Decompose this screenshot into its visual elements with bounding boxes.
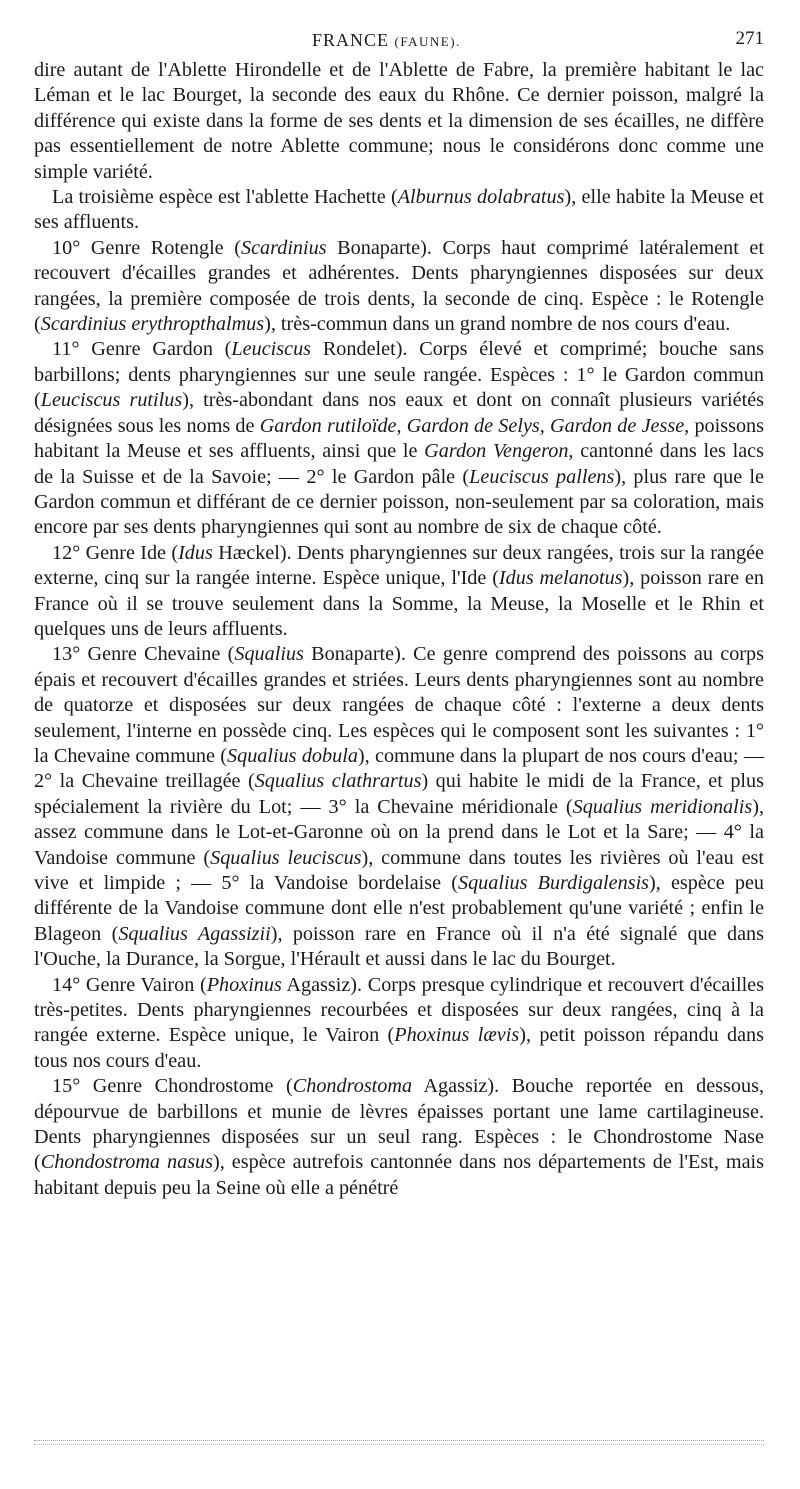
text-run: ), commune dans toutes les rivières où l'eau est vive et limpide ; — 5° la Vandoise bordelaise ( (34, 846, 764, 894)
latin-name: Idus (178, 541, 213, 564)
text-run: Agassiz). Corps presque cylindrique et recouvert d'écailles très-petites. Dents pharyngiennes recourbées et disposées sur deux rangées, cinq à la rangée externe. Espèce unique, le Vairon ( (34, 973, 764, 1047)
latin-name: Alburnus dolabratus (397, 186, 565, 209)
latin-name: Phoxinus (206, 973, 282, 996)
text-run: Bonaparte). Ce genre comprend des poissons au corps épais et recouvert d'écailles grandes et striées. Leurs dents pharyngiennes sont au nombre de quatorze et disposées sur deux rangées de chaque côté : l'externe a deux dents seulement, l'interne en possède cinq. Les espèces qui le composent sont les suivantes : 1° la Chevaine commune ( (34, 643, 764, 767)
text-run: Bonaparte). Corps haut comprimé latéralement et recouvert d'écailles grandes et adhérentes. Dents pharyngiennes disposées sur deux rangées, la première composée de trois dents, la seconde de cinq. Espèce : le Rotengle ( (34, 236, 765, 336)
text-run: cantonné dans les lacs de la Suisse et de la Savoie; — 2° le Gardon pâle ( (34, 440, 764, 488)
latin-name: Chondostroma nasus (40, 1151, 214, 1174)
text-run: ), commune dans la plupart de nos cours d'eau; — 2° la Chevaine treillagée ( (34, 744, 765, 793)
latin-name: Squalius dobula (227, 744, 358, 767)
text-run: ), plus rare que le Gardon commun et différant de ce dernier poisson, non-seulement par sa coloration, mais encore par ses dents pharyngiennes qui sont au nombre de six de chaque côté. (34, 465, 765, 539)
paragraph-continuation (34, 58, 764, 185)
text-run: Rondelet). Corps élevé et comprimé; bouche sans barbillons; dents pharyngiennes sur une seule rangée. Espèces : 1° le Gardon commun ( (34, 338, 765, 412)
text-run: ), assez commune dans le Lot-et-Garonne où on la prend dans le Lot et la Sare; — 4° la Vandoise commune ( (34, 795, 764, 869)
running-title (312, 30, 461, 51)
text-run: Hæckel). Dents pharyngiennes sur deux rangées, trois sur la rangée externe, cinq sur la rangée interne. Espèce unique, l'Ide ( (34, 541, 764, 590)
text-run: ), petit poisson répandu dans tous nos cours d'eau. (34, 1024, 764, 1072)
text-run: 12° Genre Ide ( (52, 541, 179, 564)
latin-name: Squalius Agassizii (118, 922, 271, 945)
text-run: poissons habitant la Meuse et ses affluents, ainsi que le (34, 414, 765, 463)
latin-name: Squalius clathrartus (254, 770, 422, 793)
text-run: 11° Genre Gardon ( (52, 338, 232, 361)
text-run: 10° Genre Rotengle ( (52, 236, 241, 259)
text-run: ), espèce autrefois cantonnée dans nos départements de l'Est, mais habitant depuis peu la Seine où elle a pénétré (34, 1151, 765, 1199)
paragraph-genre-chevaine (34, 642, 764, 972)
book-page (34, 26, 764, 1201)
latin-name: Squalius leuciscus (210, 846, 362, 869)
latin-name: Phoxinus lævis (394, 1024, 520, 1047)
text-run: 13° Genre Chevaine ( (52, 643, 235, 666)
page-number: 271 (735, 28, 764, 49)
latin-name: Chondrostoma (292, 1075, 413, 1098)
text-run: 14° Genre Vairon ( (52, 973, 207, 996)
text-run: ) qui habite le midi de la France, et plus spécialement la rivière du Lot; — 3° la Chevaine méridionale ( (34, 770, 764, 818)
text-run: dire autant de l'Ablette Hirondelle et de l'Ablette de Fabre, la première habitant le lac Léman et le lac Bourget, la seconde des eaux du Rhône. Ce dernier poisson, malgré la différence qui existe dans la forme de ses dents et la dimension de ses écailles, ne diffère pas essentiellement de notre Ablette commune; nous le considérons donc comme une simple variété. (34, 59, 764, 183)
paragraph-ablette-hachette (34, 185, 764, 236)
latin-name: Squalius Burdigalensis (457, 872, 650, 894)
text-run: ), espèce peu différente de la Vandoise commune dont elle n'est probablement qu'une variété ; enfin le Blageon ( (34, 872, 764, 945)
text-run: 15° Genre Chondrostome ( (52, 1075, 293, 1098)
latin-name: Gardon Vengeron, (424, 440, 574, 463)
running-title-main: FRANCE (312, 30, 390, 50)
text-run: La troisième espèce est l'ablette Hachette ( (52, 186, 398, 209)
paragraph-genre-rotengle (34, 236, 764, 338)
latin-name: Scardinius erythropthalmus (40, 313, 265, 336)
paragraph-genre-gardon (34, 337, 764, 540)
paragraph-genre-ide (34, 541, 764, 643)
latin-name: Squalius (234, 643, 304, 666)
paragraph-genre-vairon (34, 973, 764, 1075)
latin-name: Leuciscus rutilus (40, 389, 183, 412)
running-title-subtitle: (FAUNE). (394, 34, 461, 49)
paragraph-genre-chondrostome (34, 1074, 764, 1201)
text-run: ), poisson rare en France où il n'a été signalé que dans l'Ouche, la Durance, la Sorgue, l'Hérault et aussi dans le lac du Bourget. (34, 922, 765, 971)
footer-dotted-rule-faint (34, 1444, 764, 1445)
latin-name: Leuciscus pallens (469, 465, 615, 488)
text-run: ), poisson rare en France où il se trouve seulement dans la Somme, la Meuse, la Moselle et le Rhin et quelques uns de leurs affluents. (34, 567, 764, 640)
latin-name: Squalius meridionalis (572, 795, 753, 818)
footer-dotted-rule (34, 1440, 764, 1441)
latin-name: Gardon rutiloïde, Gardon de Selys, Gardon de Jesse, (259, 414, 690, 437)
text-run: ), elle habite la Meuse et ses affluents. (34, 186, 764, 234)
latin-name: Idus melanotus (498, 567, 623, 590)
body-text (34, 58, 764, 1201)
text-run: ), très-commun dans un grand nombre de nos cours d'eau. (264, 313, 731, 336)
latin-name: Leuciscus (231, 338, 312, 361)
running-header (34, 26, 764, 58)
text-run: ), très-abondant dans nos eaux et dont on connaît plusieurs variétés désignées sous les noms de (34, 389, 765, 437)
latin-name: Scardinius (240, 236, 327, 259)
text-run: Agassiz). Bouche reportée en dessous, dépourvue de barbillons et munie de lèvres épaisses portant une lame cartilagineuse. Dents pharyngiennes disposées sur un seul rang. Espèces : le Chondrostome Nase ( (34, 1075, 764, 1174)
